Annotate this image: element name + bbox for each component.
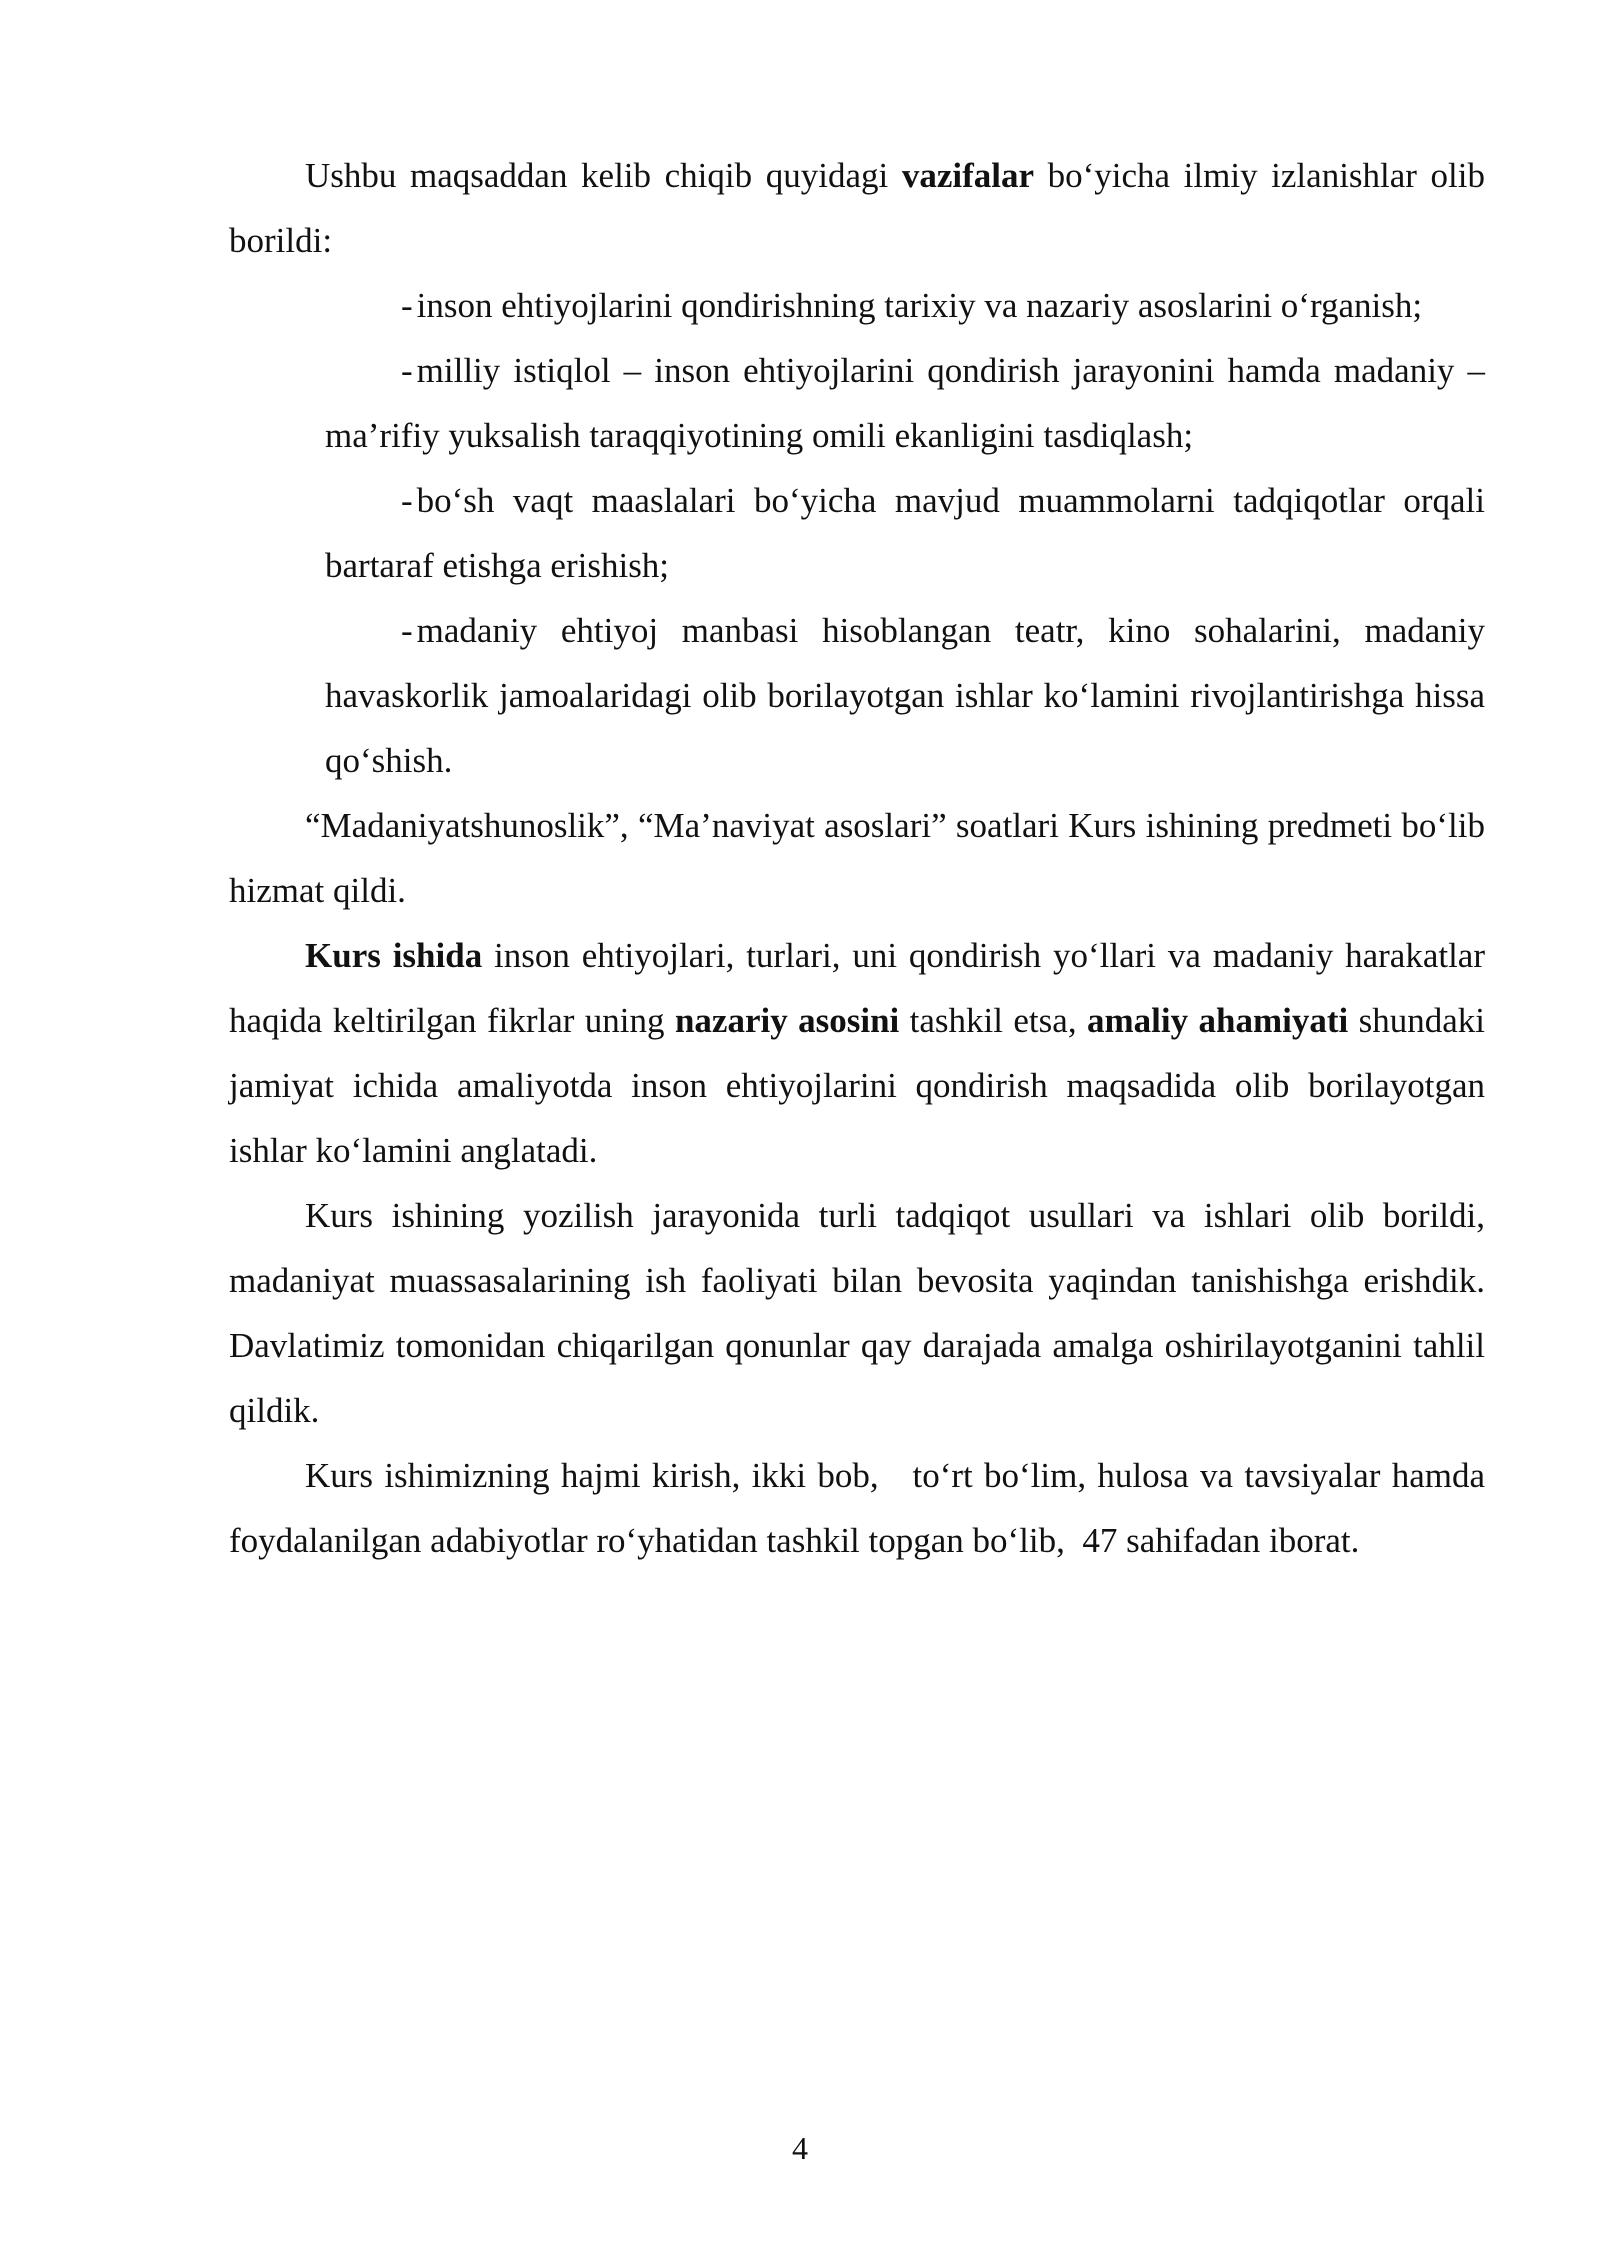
list-dash: -: [401, 611, 413, 650]
page-number: 4: [792, 2130, 808, 2166]
paragraph-tasks-intro: [229, 143, 1485, 273]
list-item-text: madaniy ehtiyoj manbasi hisoblangan teatr, kino sohalarini, madaniy havaskorlik jamoalaridagi olib borilayotgan ishlar ko‘lamini rivojlantirishga hissa qo‘shish.: [325, 611, 1485, 780]
text-span: bo‘yicha ilmiy izlanishlar olib borildi:: [229, 156, 1486, 260]
list-item-1: [325, 273, 1485, 338]
list-item-text: bo‘sh vaqt maaslalari bo‘yicha mavjud muammolarni tadqiqotlar orqali bartaraf etishga erishish;: [325, 481, 1485, 585]
list-dash: -: [401, 481, 413, 520]
text-span: Ushbu maqsaddan kelib chiqib quyidagi: [305, 156, 902, 195]
bold-term-kurs-ishida: Kurs ishida: [305, 936, 483, 975]
paragraph-methods: Kurs ishining yozilish jarayonida turli tadqiqot usullari va ishlari olib borildi, madaniyat muassasalarining ish faoliyati bilan bevosita yaqindan tanishishga erishdik. Davlatimiz tomonidan chiqarilgan qonunlar qay darajada amalga oshirilayotganini tahlil qildik.: [229, 1196, 1485, 1430]
list-dash: -: [401, 286, 413, 325]
list-dash: -: [401, 351, 413, 390]
paragraph-subject: “Madaniyatshunoslik”, “Ma’naviyat asoslari” soatlari Kurs ishining predmeti bo‘lib hizmat qildi.: [229, 806, 1485, 910]
text-span: shundaki jamiyat ichida amaliyotda inson ehtiyojlarini qondirish maqsadida olib borilayotgan ishlar ko‘lamini anglatadi.: [229, 1001, 1486, 1170]
list-item-2: [325, 338, 1485, 468]
bold-term-amaliy-ahamiyati: amaliy ahamiyati: [1086, 1001, 1349, 1040]
paragraph-significance: [229, 923, 1485, 1183]
bold-term-vazifalar: vazifalar: [901, 156, 1035, 195]
document-body: [229, 143, 1494, 1573]
bold-term-nazariy-asosini: nazariy asosini: [674, 1001, 900, 1040]
text-span: tashkil etsa,: [899, 1001, 1087, 1040]
text-span: inson ehtiyojlari, turlari, uni qondirish yo‘llari va madaniy harakatlar haqida keltirilgan fikrlar uning: [229, 936, 1485, 1040]
list-item-text: milliy istiqlol – inson ehtiyojlarini qondirish jarayonini hamda madaniy – ma’rifiy yuksalish taraqqiyotining omili ekanligini tasdiqlash;: [325, 351, 1485, 455]
list-item-text: inson ehtiyojlarini qondirishning tarixiy va nazariy asoslarini o‘rganish;: [416, 286, 1423, 325]
list-item-4: [325, 598, 1485, 793]
list-item-3: [325, 468, 1485, 598]
paragraph-structure: Kurs ishimizning hajmi kirish, ikki bob, to‘rt bo‘lim, hulosa va tavsiyalar hamda foydalanilgan adabiyotlar ro‘yhatidan tashkil topgan bo‘lib, 47 sahifadan iborat.: [229, 1456, 1494, 1560]
